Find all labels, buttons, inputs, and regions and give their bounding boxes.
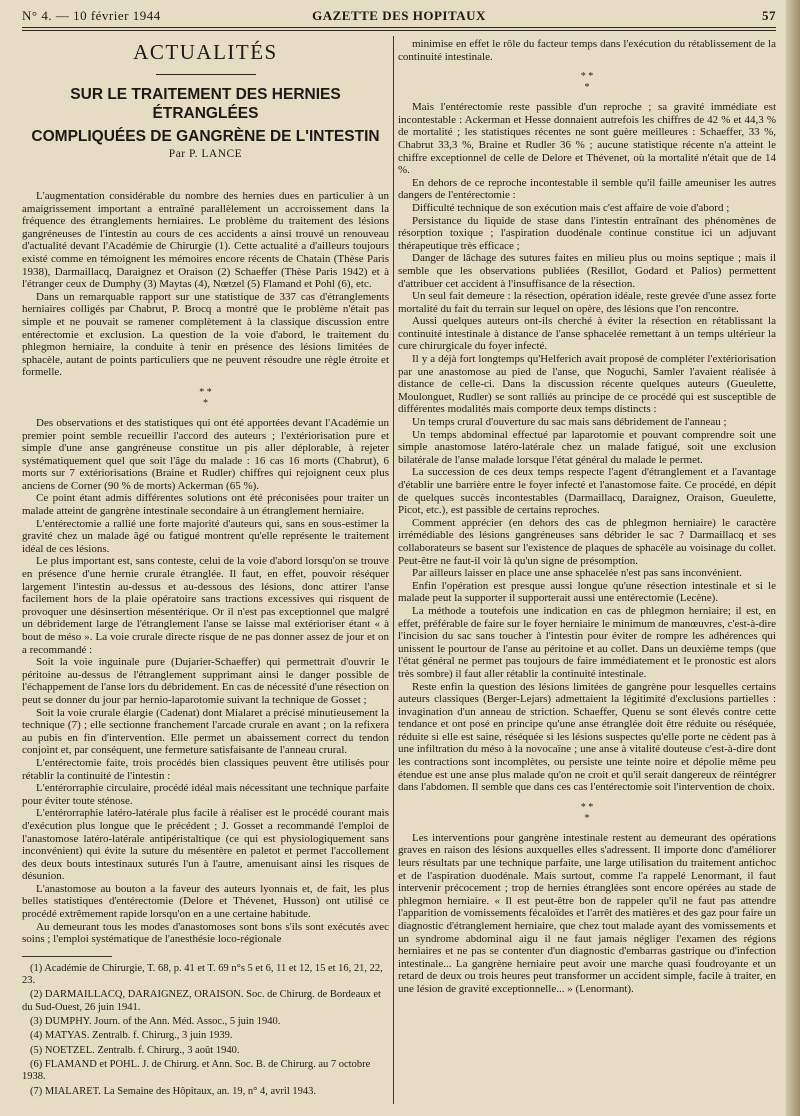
footnote: (3) DUMPHY. Journ. of the Ann. Méd. Assoc., 5 juin 1940. [30, 1016, 281, 1028]
footnote: (2) DARMAILLACQ, DARAIGNEZ, ORAISON. Soc. de Chirurg. de Bordeaux et du Sud-Ouest, 26 juin 1941. [22, 989, 381, 1013]
section-heading: ACTUALITÉS [133, 40, 278, 64]
paragraph: Dans un remarquable rapport sur une statistique de 337 cas d'étranglements herniaires colligés par Chabrut, P. Brocq a montré que le problème n'était pas simple et ne pouvait se ramener complètement à la classique discussion entre entérectomie et exclusion. La question de la voie d'abord, le traitement du phlegmon herniaire, la conduite à tenir en présence des lésions limitées de sphacèle, autant de points particuliers que ne peuvent résoudre une règle étroite et formelle. [22, 290, 389, 379]
left-paragraphs-intro [22, 190, 389, 379]
right-column [398, 38, 776, 1106]
article-title-line2: COMPLIQUÉES DE GANGRÈNE DE L'INTESTIN [31, 128, 380, 145]
paragraph: Un temps abdominal effectué par laparotomie et pouvant comprendre soit une simple anastomose latéro-latérale chez un malade fatigué, soit une exclusion bilatérale de l'anse malade lorsque l'état général du malade le permet. [398, 428, 776, 466]
paragraph: En dehors de ce reproche incontestable il semble qu'il faille ameuniser les autres dangers de l'entérectomie : [398, 176, 776, 202]
paragraph: Par ailleurs laisser en place une anse sphacelée n'est pas sans inconvénient. [412, 567, 743, 580]
right-paragraphs-middle [398, 101, 776, 794]
page-number: 57 [762, 8, 776, 23]
article-byline: Par P. LANCE [168, 148, 243, 160]
page-edge [786, 0, 800, 1116]
footnote: (1) Académie de Chirurgie, T. 68, p. 41 et T. 69 n°s 5 et 6, 11 et 12, 15 et 16, 21, 22, 23. [22, 962, 383, 987]
article-title-line1: SUR LE TRAITEMENT DES HERNIES ÉTRANGLÉES [70, 86, 341, 122]
paragraph: L'entérectomie faite, trois procédés bien classiques peuvent être utilisés pour rétablir la continuité de l'intestin : [22, 756, 389, 782]
footnote: (4) MATYAS. Zentralb. f. Chirurg., 3 juin 1939. [30, 1030, 233, 1042]
paragraph: Il y a déjà fort longtemps qu'Helferich avait proposé de compléter l'extériorisation par une anastomose au pied de l'anse, que Noguchi, Samler l'avaient réalisée à distance de celle-ci. Dans la discussion récente quelques auteurs (Gueulette, Moulonguet, Rudler) se sont ralliés au principe de ce procédé qui est susceptible de différentes modalités mais comporte deux temps distincts : [398, 353, 776, 416]
footnote: (7) MIALARET. La Semaine des Hôpitaux, an. 19, n° 4, avril 1943. [30, 1085, 316, 1097]
left-column [22, 38, 389, 1106]
paragraph: Aussi quelques auteurs ont-ils cherché à éviter la résection en rétablissant la continuité intestinale à distance de l'anse sphacelée remettant à un temps ultérieur la cure chirurgicale du foyer infecté. [398, 315, 776, 353]
section-rule [156, 74, 256, 75]
footnotes [22, 963, 389, 1098]
footnote-rule [22, 956, 112, 957]
section-stars-right-1: * * * [580, 71, 594, 94]
paragraph: La méthode a toutefois une indication en cas de phlegmon herniaire; il est, en effet, préférable de faire sur le foyer herniaire le minimum de manœuvres, c'est-à-dire l'incision du sac sans toucher à l'intestin pour éviter de rompre les adhérences qui unissent le pourtour de l'anse au péritoine et au collet. Dans un deuxième temps (que l'état général ne permet pas toujours de faire immédiatement et le pronostic est alors très sombre) il faut aller rétablir la continuité intestinale. [398, 604, 776, 680]
footnote: (6) FLAMAND et POHL. J. de Chirurg. et Ann. Soc. B. de Chirurg. au 7 octobre 1938. [22, 1058, 371, 1083]
paragraph: Les interventions pour gangrène intestinale restent au demeurant des opérations graves en raison des lésions auxquelles elles s'adressent. Il importe donc d'améliorer leurs résultats par une technique parfaite, une large utilisation du traitement antichoc et de l'aspiration duodénale. Mais surtout, comme l'a rappelé Lenormant, il faut intervenir précocement ; trop de hernies étranglées sont encore opérées au stade de phlegmon herniaire. « Il est peut-être bon de rappeler qu'il ne faut pas attendre l'apparition de vomissements fécaloïdes et l'arrêt des matières et des gaz pour faire un diagnostic d'étranglement herniaire, que chez tout malade ayant des vomissements et un syndrome abdominal aigu il ne faut jamais négliger l'examen des régions herniaires et ne pas se contenter d'un diagnostic d'embarras gastrique ou d'infection intestinale... La gangrène herniaire peut avoir une marche quasi foudroyante et un retard de deux ou trois heures peut transformer un accident simple, facile à traiter, en une lésion de gravité exceptionnelle... » (Lenormant). [398, 831, 776, 995]
paragraph: Persistance du liquide de stase dans l'intestin entraînant des phénomènes de résorption toxique ; l'aspiration duodénale continue constitue ici un adjuvant thérapeutique très efficace ; [398, 214, 776, 252]
left-paragraphs-body [22, 417, 389, 946]
paragraph: Mais l'entérectomie reste passible d'un reproche ; sa gravité immédiate est incontestable : Ackerman et Hesse donnaient autrefois les chiffres de 42 % et 44,3 % de mortalité ; les statistiques récentes ne sont guère meilleures : Schaeffer, 33 %, Chabrut 33,3 %, Braine et Rudler 36 % ; aucune statistique récente n'a atteint le chiffre exceptionnel de celle de Delore et Thévenet, où la mortalité n'était que de 14 %. [398, 101, 776, 177]
section-stars-left: * * * [199, 386, 212, 409]
paragraph: Le plus important est, sans conteste, celui de la voie d'abord lorsqu'on se trouve en présence d'une hernie crurale étranglée. Il faut, en effet, pouvoir réséquer largement l'intestin au-dessus et au-dessous des lésions, donc attirer l'anse facilement hors de la plaie opératoire sans tractions excessives qui risquent de provoquer une désinsertion mésentérique. Or il n'est pas exceptionnel que malgré un débridement large de l'étranglement l'anse se laisse mal extérioriser étant « à bout de méso ». La voie crurale directe risque de ne pas donner assez de jour et on a recommandé : [22, 555, 389, 656]
paragraph: Un temps crural d'ouverture du sac mais sans débridement de l'anneau ; [412, 416, 727, 429]
paragraph: Soit la voie inguinale pure (Dujarier-Schaeffer) qui permettrait d'ouvrir le péritoine au-dessus de l'étranglement supprimant ainsi le danger possible de l'échappement de l'anse lors du débridement. En cas de nécessité d'une résection on peut se donner du jour par hernio-laparotomie suivant la technique de Gosset ; [22, 656, 389, 706]
paragraph: Au demeurant tous les modes d'anastomoses sont bons s'ils sont exécutés avec soins ; l'emploi systématique de l'anesthésie loco-régionale [22, 920, 389, 946]
paragraph: Ce point étant admis différentes solutions ont été préconisées pour traiter un malade atteint de gangrène intestinale secondaire à un étranglement herniaire. [22, 492, 389, 518]
paragraph: L'entérectomie a rallié une forte majorité d'auteurs qui, sans en sous-estimer la gravité chez un malade âgé ou fatigué montrent qu'elle représente le traitement idéal de ces lésions. [22, 517, 389, 555]
paragraph: La succession de ces deux temps respecte l'agent d'étranglement et a l'avantage d'établir une barrière entre le foyer infecté et l'anastomose faite. Ce procédé, en dépit de quelques succès incontestables (Darmaillacq, Daraignez, Oraison, Gueulette, Picot, etc.), est passible de certains reproches. [398, 466, 776, 517]
paragraph: L'anastomose au bouton a la faveur des auteurs lyonnais et, de fait, les plus belles statistiques d'entérectomie (Delore et Thévenet, Husson) ont utilisé ce procédé extrêmement rapide lorsqu'on en a une certaine habitude. [22, 882, 389, 921]
right-paragraphs-bottom [398, 832, 776, 996]
paragraph: Un seul fait demeure : la résection, opération idéale, reste grevée d'une assez forte mortalité du fait du terrain sur lequel on opère, des lésions que l'on rencontre. [398, 290, 776, 315]
issue-date: N° 4. — 10 février 1944 [22, 8, 161, 23]
header-rule [22, 27, 776, 28]
header-rule-double [22, 30, 776, 31]
paragraph: Danger de lâchage des sutures faites en milieu plus ou moins septique ; mais il semble que les observations publiées (Resillot, Godard et Palios) permettent d'attribuer cet accident à l'insuffisance de la résection. [398, 252, 776, 290]
section-stars-right-2: * * * [580, 801, 594, 824]
paragraph: L'entérorraphie circulaire, procédé idéal mais nécessitant une technique parfaite pour éviter toute sténose. [22, 782, 389, 807]
paragraph: Enfin l'opération est presque aussi longue qu'une résection intestinale et si le malade peut la supporter il supporterait aussi une entérectomie (Lecène). [398, 579, 776, 605]
journal-name: GAZETTE DES HOPITAUX [312, 8, 486, 23]
paragraph: Comment apprécier (en dehors des cas de phlegmon herniaire) le caractère irrémédiable des lésions gangréneuses sans débrider le sac ? Darmaillacq et ses collaborateurs se basent sur l'existence de plaques de sphacèle au voisinage du collet. Peut-être ne faut-il voir là qu'un signe de présomption. [398, 516, 776, 567]
paragraph: Soit la voie crurale élargie (Cadenat) dont Mialaret a précisé minutieusement la technique (7) ; elle sectionne franchement l'arcade crurale en avant ; on la refixera au pubis en fin d'intervention. Elle permet un abaissement correct du tendon conjoint et, par conséquent, une fermeture satisfaisante de l'anneau crural. [22, 706, 389, 757]
column-divider [393, 36, 394, 1104]
paragraph: Reste enfin la question des lésions limitées de gangrène pour lesquelles certains auteurs classiques (Berger-Lejars) admettaient la légitimité d'exclusions partielles : invagination d'un anneau de striction. Schaeffer, Quenu se sont élevés contre cette tendance et ont posé en principe qu'une anse étranglée doit être réduite ou réséquée, réduite si elle est saine, réséquée si les lésions suspectes qu'elle porte ne cèdent pas à une infiltration du méso à la novocaïne ; une anse à vitalité douteuse c'est-à-dire dont les contractions sont incomplètes, ou persiste une teinte noire et dépolie même peu étendue est une anse plus malade qu'on ne croit et qu'il serait dangereux de réintégrer dans l'abdomen. Il semble que dans ces cas l'entérectomie soit l'intervention de choix. [398, 680, 776, 794]
paragraph: minimise en effet le rôle du facteur temps dans l'exécution du rétablissement de la continuité intestinale. [398, 38, 776, 63]
running-header [22, 8, 776, 26]
paragraph: Des observations et des statistiques qui ont été apportées devant l'Académie un premier point semble recueillir l'accord des auteurs ; l'extériorisation pure et simple d'une anse gangréneuse constitue un pis aller déplorable, à rejeter systématiquement quel que soit l'âge du malade : 16 cas 16 morts (Chabrut), 6 morts sur 7 extériorisations (Braine et Rudler) chiffres qui rejoignent ceux plus anciens de Corner (90 % de morts) Ackerman (65 %). [22, 416, 389, 492]
paragraph: L'entérorraphie latéro-latérale plus facile à réaliser est le procédé courant mais d'exécution plus longue que le précédent ; J. Gosset a recommandé l'emploi de l'anastomose latéro-latérale antipéristaltique (ce qui est physiologiquement sans inconvénient) qui évite la suture du mésentère en paletot et permet l'accollement des deux bouts intestinaux suturés l'un à l'autre, amenuisant ainsi les risques de désunion. [22, 807, 389, 883]
footnote: (5) NOETZEL. Zentralb. f. Chirurg., 3 août 1940. [30, 1044, 240, 1056]
paragraph: L'augmentation considérable du nombre des hernies dues en particulier à un amaigrissement important a entraîné parallèlement un accroissement dans la fréquence des étranglements herniaires. Le problème du traitement des lésions gangréneuses de l'intestin au cours de ces accidents a ainsi trouvé un renouveau d'actualité devant l'Académie de Chirurgie (1). Cette actualité a d'ailleurs toujours existé comme en témoignent les mémoires encore récents de Chatain (Thèse Paris 1938), Darmaillacq, Daraignez et Oraison (2) Schaeffer (Thèse Paris 1942) et à l'étranger ceux de Dumphy (3) Maytas (4), Nœtzel (5) Flamand et Pohl (6), etc. [22, 190, 389, 291]
right-paragraphs-top [398, 38, 776, 63]
paragraph: Difficulté technique de son exécution mais c'est affaire de voie d'abord ; [412, 201, 730, 214]
